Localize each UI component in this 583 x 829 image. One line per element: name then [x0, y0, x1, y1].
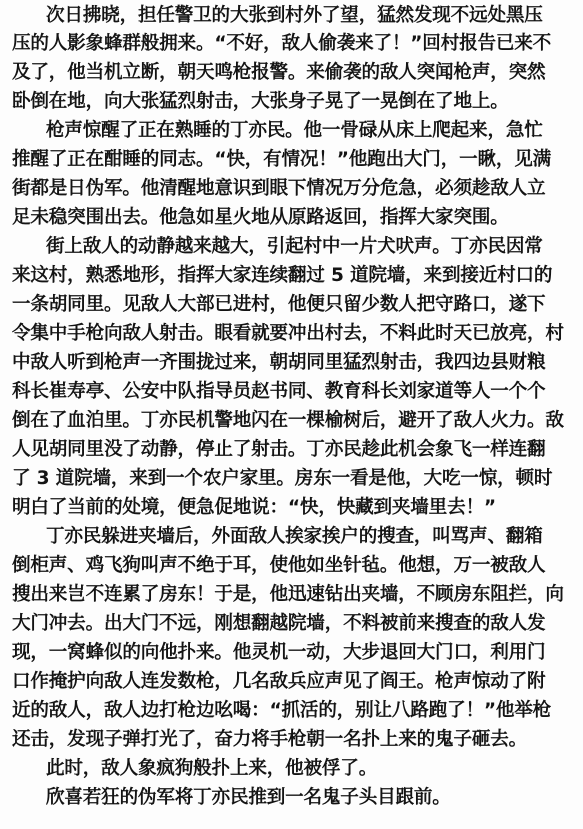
paragraph-1-line-2: 压的人影象蜂群般拥来。“不好，敌人偷袭来了！”回村报告已来不 [12, 33, 552, 54]
paragraph-5-line-1: 此时，敌人象疯狗般扑上来，他被俘了。 [46, 758, 378, 779]
paragraph-4-line-2: 倒柜声、鸡飞狗叫声不绝于耳，使他如坐针毡。他想，万一被敌人 [12, 555, 546, 576]
paragraph-3-line-6: 科长崔寿亭、公安中队指导员赵书同、教育科长刘家道等人一个个 [12, 381, 546, 402]
paragraph-4-line-4: 大门冲去。出大门不远，刚想翻越院墙，不料被前来搜查的敌人发 [12, 613, 546, 634]
paragraph-3-line-1: 街上敌人的动静越来越大，引起村中一片犬吠声。丁亦民因常 [46, 236, 543, 257]
paragraph-1-line-1: 次日拂晓，担任警卫的大张到村外了望，猛然发现不远处黑压 [46, 5, 543, 26]
paragraph-4-line-8: 还击，发现子弹打光了，奋力将手枪朝一名扑上来的鬼子砸去。 [12, 729, 528, 750]
paragraph-3-line-8: 人见胡同里没了动静，停止了射击。丁亦民趁此机会象飞一样连翻 [12, 439, 546, 460]
paragraph-3-line-9: 了 3 道院墙，来到一个农户家里。房东一看是他，大吃一惊，顿时 [12, 468, 553, 489]
paragraph-2-line-1: 枪声惊醒了正在熟睡的丁亦民。他一骨碌从床上爬起来，急忙 [46, 120, 543, 141]
paragraph-3-line-5: 中敌人听到枪声一齐围拢过来，朝胡同里猛烈射击，我四边县财粮 [12, 352, 546, 373]
paragraph-3-line-7: 倒在了血泊里。丁亦民机警地闪在一棵榆树后，避开了敌人火力。敌 [12, 410, 564, 431]
paragraph-6-line-1: 欣喜若狂的伪军将丁亦民推到一名鬼子头目跟前。 [46, 787, 451, 808]
paragraph-1-line-3: 及了，他当机立断，朝天鸣枪报警。来偷袭的敌人突闻枪声，突然 [12, 62, 546, 83]
paragraph-4-line-5: 现，一窝蜂似的向他扑来。他灵机一动，大步退回大门口，利用门 [12, 642, 546, 663]
paragraph-3-line-2: 来这村，熟悉地形，指挥大家连续翻过 5 道院墙，来到接近村口的 [12, 265, 553, 286]
paragraph-4-line-6: 口作掩护向敌人连发数枪，几名敌兵应声见了阎王。枪声惊动了附 [12, 671, 546, 692]
paragraph-4-line-1: 丁亦民躲进夹墙后，外面敌人挨家挨户的搜查，叫骂声、翻箱 [46, 526, 543, 547]
paragraph-3-line-3: 一条胡同里。见敌人大部已进村，他便只留少数人把守路口，遂下 [12, 294, 546, 315]
paragraph-2-line-4: 足未稳突围出去。他急如星火地从原路返回，指挥大家突围。 [12, 207, 509, 228]
paragraph-2-line-2: 推醒了正在酣睡的同志。“快，有情况！”他跑出大门，一瞅，见满 [12, 149, 552, 170]
paragraph-1-line-4: 卧倒在地，向大张猛烈射击，大张身子晃了一晃倒在了地上。 [12, 91, 509, 112]
paragraph-4-line-3: 搜出来岂不连累了房东！于是，他迅速钻出夹墙，不顾房东阻拦，向 [12, 584, 564, 605]
paragraph-3-line-4: 令集中手枪向敌人射击。眼看就要冲出村去，不料此时天已放亮，村 [12, 323, 564, 344]
paragraph-2-line-3: 街都是日伪军。他清醒地意识到眼下情况万分危急，必须趁敌人立 [12, 178, 546, 199]
paragraph-3-line-10: 明白了当前的处境，便急促地说：“快，快藏到夹墙里去！” [12, 497, 496, 518]
paragraph-4-line-7: 近的敌人，敌人边打枪边吆喝：“抓活的，别让八路跑了！”他举枪 [12, 700, 552, 721]
